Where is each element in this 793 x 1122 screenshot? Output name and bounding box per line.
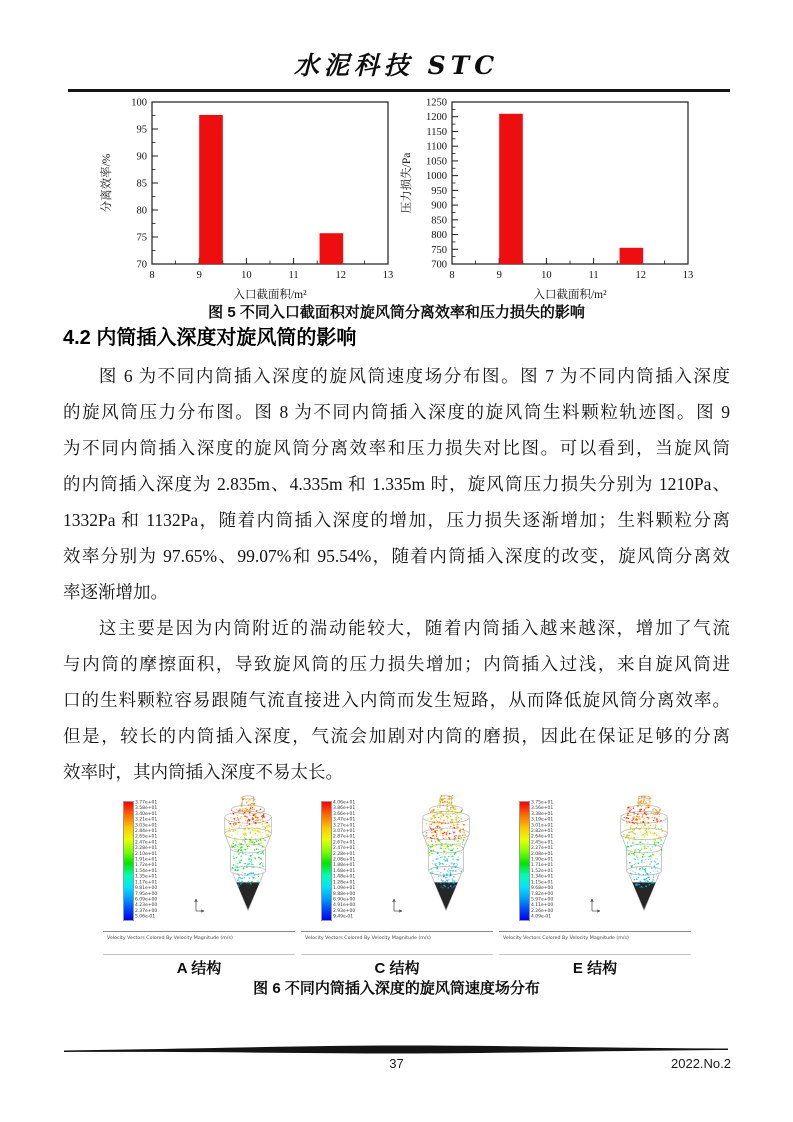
colorbar-value: 3.40e+01 (135, 811, 158, 817)
velocity-colorbar (123, 801, 134, 921)
x-tick-label: 11 (288, 270, 299, 281)
colorbar-value: 1.88e+01 (333, 862, 356, 868)
bar (320, 233, 344, 264)
y-tick-label: 70 (136, 259, 147, 271)
figure5-caption: 图 5 不同入口截面积对旋风筒分离效率和压力损失的影响 (208, 304, 585, 321)
paragraph-line: 与内筒的摩擦面积，导致旋风筒的压力损失增加；内筒插入过浅，来自旋风筒进 (63, 654, 730, 674)
bar-chart-pressure-loss (396, 94, 696, 304)
colorbar-value: 1.72e+01 (135, 862, 158, 868)
colorbar-value: 6.09e+00 (135, 896, 158, 902)
y-tick-label: 1250 (426, 97, 447, 109)
figure6-panels (103, 793, 691, 955)
colorbar-value: 5.06e-01 (135, 914, 156, 920)
colorbar-value: 3.58e+01 (135, 805, 158, 811)
x-tick-label: 9 (196, 270, 202, 281)
paragraph-line: 效率分别为 97.65%、99.07%和 95.54%，随着内筒插入深度的改变，旋风筒分离效 (63, 546, 730, 566)
cyclone-svg (209, 795, 289, 931)
colorbar-value: 1.71e+01 (531, 862, 554, 868)
paragraph-line: 1332Pa 和 1132Pa，随着内筒插入深度的增加，压力损失逐渐增加；生料颗粒分离 (63, 510, 730, 530)
colorbar-value: 5.97e+00 (531, 896, 554, 902)
header-divider (68, 89, 730, 92)
y-axis-label: 压力损失/Pa (401, 152, 413, 214)
velocity-colorbar (321, 801, 332, 921)
colorbar-value: 2.93e+00 (333, 908, 356, 914)
colorbar-value: 1.68e+01 (333, 868, 356, 874)
colorbar-value: 2.45e+01 (531, 839, 554, 845)
colorbar-value: 3.86e+01 (333, 805, 356, 811)
paragraph-line: 效率时，其内筒插入深度不易太长。 (63, 762, 343, 782)
section-heading: 4.2 内筒插入深度对旋风筒的影响 (63, 327, 357, 349)
colorbar-value: 4.23e+00 (135, 902, 158, 908)
colorbar-value: 1.09e+01 (333, 885, 356, 891)
paragraph-line: 为不同内筒插入深度的旋风筒分离效率和压力损失对比图。可以看到，当旋风筒 (63, 438, 730, 458)
y-tick-label: 1200 (426, 112, 447, 124)
colorbar-labels (135, 800, 180, 920)
journal-title: 水泥科技 STC (293, 51, 500, 80)
colorbar-value: 3.01e+01 (531, 822, 554, 828)
colorbar-value: 2.08e+01 (333, 857, 356, 863)
x-tick-label: 9 (496, 270, 502, 281)
cyclone-svg (407, 795, 487, 931)
bar-chart-separation-efficiency (96, 94, 396, 304)
colorbar-value: 1.28e+01 (333, 879, 356, 885)
y-tick-label: 950 (431, 185, 447, 197)
colorbar-value: 4.11e+00 (531, 902, 554, 908)
colorbar-value: 3.03e+01 (135, 822, 158, 828)
colorbar-value: 7.82e+00 (531, 891, 554, 897)
colorbar-value: 2.28e+01 (333, 851, 356, 857)
colorbar-value: 2.08e+01 (531, 851, 554, 857)
colorbar-value: 2.67e+01 (333, 839, 356, 845)
colorbar-value: 1.34e+01 (531, 874, 554, 880)
y-tick-label: 85 (136, 178, 147, 190)
colorbar-labels (531, 800, 576, 920)
bar (499, 114, 523, 264)
bar (199, 115, 223, 264)
cyclone-velocity-image (605, 795, 685, 936)
colorbar-value: 3.07e+01 (333, 828, 356, 834)
colorbar-value: 9.81e+00 (135, 885, 158, 891)
paragraph-line: 率逐渐增加。 (63, 582, 168, 602)
colorbar-value: 3.75e+01 (531, 800, 554, 805)
colorbar-value: 3.19e+01 (531, 817, 554, 823)
paragraph-line: 的内筒插入深度为 2.835m、4.335m 和 1.335m 时，旋风筒压力损失分别为 1210Pa、 (63, 474, 730, 494)
colorbar-value: 3.77e+01 (135, 800, 158, 805)
colorbar-value: 1.15e+01 (531, 879, 554, 885)
colorbar-value: 2.64e+01 (531, 834, 554, 840)
x-tick-label: 10 (241, 270, 252, 281)
velocity-field-panel (499, 793, 691, 955)
velocity-field-panel (103, 793, 295, 955)
velocity-colorbar (519, 801, 530, 921)
colorbar-value: 7.95e+00 (135, 891, 158, 897)
x-axis-label: 入口截面积/m² (533, 289, 607, 301)
y-tick-label: 75 (136, 232, 147, 244)
colorbar-value: 1.48e+01 (333, 874, 356, 880)
x-tick-label: 13 (682, 270, 694, 281)
x-axis-label: 入口截面积/m² (233, 289, 307, 301)
cyclone-velocity-image (209, 795, 289, 936)
y-axis-label: 分离效率/% (101, 153, 113, 213)
colorbar-value: 2.28e+01 (135, 845, 158, 851)
colorbar-value: 1.17e+01 (135, 879, 158, 885)
paragraph-line: 但是，较长的内筒插入深度，气流会加剧对内筒的磨损，因此在保证足够的分离 (63, 726, 730, 746)
colorbar-value: 2.47e+01 (135, 839, 158, 845)
colorbar-value: 3.21e+01 (135, 817, 158, 823)
figure6-panel-labels (103, 957, 691, 978)
colorbar-value: 1.35e+01 (135, 874, 158, 880)
y-tick-label: 100 (131, 97, 147, 109)
colorbar-value: 1.54e+01 (135, 868, 158, 874)
figure6-caption: 图 6 不同内筒插入深度的旋风筒速度场分布 (253, 980, 540, 997)
chart-pressure-loss (396, 94, 696, 304)
panel-footer-text: Velocity Vectors Colored By Velocity Magnitude (m/s) (503, 935, 629, 941)
x-tick-label: 10 (541, 270, 552, 281)
x-tick-label: 8 (449, 270, 455, 281)
panel-footer-bar (103, 931, 295, 955)
x-tick-label: 8 (149, 270, 155, 281)
plot-frame (452, 102, 688, 264)
x-tick-label: 12 (635, 270, 647, 281)
colorbar-value: 9.49e-01 (333, 914, 354, 920)
colorbar-value: 2.65e+01 (135, 834, 158, 840)
axis-triad-icon (191, 895, 207, 918)
colorbar-value: 2.10e+01 (135, 851, 158, 857)
y-tick-label: 750 (431, 244, 447, 256)
axis-triad-icon (587, 895, 603, 918)
colorbar-value: 2.82e+01 (531, 828, 554, 834)
paragraph-line: 口的生料颗粒容易跟随气流直接进入内筒而发生短路，从而降低旋风筒分离效率。 (63, 690, 730, 710)
y-tick-label: 900 (431, 200, 447, 212)
y-tick-label: 1150 (426, 126, 447, 138)
figure5-charts (96, 94, 696, 304)
y-tick-label: 700 (431, 259, 447, 271)
colorbar-value: 4.91e+00 (333, 902, 356, 908)
panel-label: C 结构 (374, 960, 420, 977)
colorbar-value: 2.26e+00 (531, 908, 554, 914)
colorbar-value: 2.47e+01 (333, 845, 356, 851)
y-tick-label: 80 (136, 205, 147, 217)
plot-frame (152, 102, 388, 264)
colorbar-value: 2.37e+00 (135, 908, 158, 914)
colorbar-value: 4.06e+01 (333, 800, 356, 805)
chart-separation-efficiency (96, 94, 396, 304)
panel-label: A 结构 (176, 960, 222, 977)
colorbar-value: 3.56e+01 (531, 805, 554, 811)
panel-label: E 结构 (572, 960, 618, 977)
y-tick-label: 800 (431, 230, 447, 242)
y-tick-label: 1000 (426, 171, 447, 183)
colorbar-value: 3.38e+01 (531, 811, 554, 817)
issue-number: 2022.No.2 (671, 1056, 731, 1071)
y-tick-label: 95 (136, 124, 147, 136)
paragraph (63, 610, 730, 790)
paragraph (63, 358, 730, 610)
colorbar-value: 2.84e+01 (135, 828, 158, 834)
y-tick-label: 850 (431, 215, 447, 227)
colorbar-value: 1.90e+01 (531, 857, 554, 863)
colorbar-value: 6.90e+00 (333, 896, 356, 902)
colorbar-value: 3.27e+01 (333, 822, 356, 828)
raw-meal-cone (236, 882, 259, 909)
colorbar-value: 4.09e-01 (531, 914, 552, 920)
cyclone-svg (605, 795, 685, 931)
footer-divider-line (64, 1044, 728, 1056)
raw-meal-cone (632, 882, 655, 909)
velocity-field-panel (301, 793, 493, 955)
colorbar-value: 8.88e+00 (333, 891, 356, 897)
x-tick-label: 11 (588, 270, 599, 281)
colorbar-value: 9.68e+00 (531, 885, 554, 891)
bar (620, 248, 644, 264)
body-text (63, 358, 730, 790)
cyclone-velocity-image (407, 795, 487, 936)
colorbar-value: 1.91e+01 (135, 857, 158, 863)
panel-footer-text: Velocity Vectors Colored By Velocity Magnitude (m/s) (107, 935, 233, 941)
colorbar-value: 3.47e+01 (333, 817, 356, 823)
y-tick-label: 1100 (426, 141, 447, 153)
paragraph-line: 图 6 为不同内筒插入深度的旋风筒速度场分布图。图 7 为不同内筒插入深度 (98, 366, 730, 386)
colorbar-value: 3.66e+01 (333, 811, 356, 817)
colorbar-value: 1.52e+01 (531, 868, 554, 874)
x-tick-label: 12 (335, 270, 347, 281)
x-tick-label: 13 (382, 270, 394, 281)
paragraph-line: 这主要是因为内筒附近的湍动能较大，随着内筒插入越来越深，增加了气流 (98, 618, 730, 638)
velocity-vectors (426, 795, 466, 889)
colorbar-labels (333, 800, 378, 920)
colorbar-value: 2.27e+01 (531, 845, 554, 851)
paragraph-line: 的旋风筒压力分布图。图 8 为不同内筒插入深度的旋风筒生料颗粒轨迹图。图 9 (63, 402, 730, 422)
axis-triad-icon (389, 895, 405, 918)
panel-footer-text: Velocity Vectors Colored By Velocity Magnitude (m/s) (305, 935, 431, 941)
page-number: 37 (389, 1056, 404, 1071)
y-tick-label: 1050 (426, 156, 447, 168)
y-tick-label: 90 (136, 151, 147, 163)
colorbar-value: 2.87e+01 (333, 834, 356, 840)
panel-footer-bar (301, 931, 493, 955)
panel-footer-bar (499, 931, 691, 955)
